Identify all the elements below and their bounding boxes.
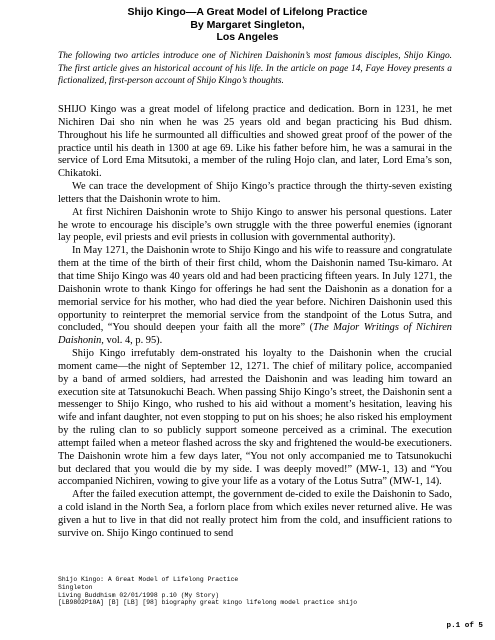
- body-paragraph-3: At first Nichiren Daishonin wrote to Shijo Kingo to answer his personal questions. Later he wrote to encourage his disciple’s own struggle with the three powerful enemies (ignorant lay people, evil priests and evil priests in collusion with governmental authority).: [58, 206, 452, 244]
- book-title-citation: The Major Writings of Nichiren Daishonin,: [58, 322, 452, 347]
- footer-line-1: Shijo Kingo: A Great Model of Lifelong Practice: [58, 576, 239, 583]
- footer-line-3: Living Buddhism 02/01/1998 p.10 (My Story): [58, 591, 220, 599]
- article-body: [58, 104, 452, 541]
- author-byline: By Margaret Singleton,: [190, 18, 305, 31]
- intro-paragraph: The following two articles introduce one of Nichiren Daishonin’s most famous disciples, Shijo Kingo. The first article gives an historical account of his life. In the article on page 14, Faye Hovey presents a fictionalized, first-person account of Shijo Kingo’s thoughts.: [58, 51, 452, 87]
- body-paragraph-4-text: In May 1271, the Daishonin wrote to Shijo Kingo and his wife to reassure and congratulate them at the time of the birth of their first child, whom the Daishonin named Tsu-kimaro. At that time Shijo Kingo was 40 years old and had been practicing fifteen years. In July 1271, the Daishonin wrote to thank Kingo for offerings he had sent the Daishonin as a donation for a memorial service for his mother, who had died the year before. Nichiren Daishonin used this opportunity to reinterpret the memorial service from the standpoint of the Lotus Sutra, and concluded, “You should deepen your faith all the more” (: [58, 245, 452, 334]
- footer-line-4: [LB9802P10A] [B] [LB] [98] biography great kingo lifelong model practice shijo: [58, 599, 358, 607]
- body-paragraph-5: Shijo Kingo irrefutably dem-onstrated his loyalty to the Daishonin when the crucial moment came—the night of September 12, 1271. The chief of military police, accompanied by a band of armed soldiers, had arrested the Daishonin and was leading him toward an execution site at Tatsunokuchi Beach. When passing Shijo Kingo’s street, the Daishonin sent a messenger to Shijo Kingo, who rushed to his aid without a moment’s hesitation, leaving his wife and infant daughter, not even stopping to put on his shoes; he also risked his employment by the ruling clan to so publicly support someone perceived as a criminal. The execution attempt failed when a meteor flashed across the sky and frightened the would-be executioners. The Daishonin wrote him a few days later, “You not only accompanied me to Tatsunokuchi but declared that you would die by my side. I was deeply moved!” (MW-1, 13) and “You accompanied Nichiren, vowing to give your life as a votary of the Lotus Sutra” (MW-1, 14).: [58, 348, 452, 488]
- article-title: Shijo Kingo—A Great Model of Lifelong Practice: [127, 6, 368, 18]
- body-paragraph-4-tail: vol. 4, p. 95).: [103, 335, 163, 347]
- citation-footer: [58, 576, 438, 607]
- body-paragraph-4: [58, 245, 452, 348]
- footer-line-2: Singleton: [58, 583, 93, 591]
- author-location: Los Angeles: [216, 31, 279, 44]
- article-header: [0, 6, 495, 44]
- body-paragraph-1: SHIJO Kingo was a great model of lifelong practice and dedication. Born in 1231, he met Nichiren Dai sho nin when he was 25 years old and began practicing his Bud dhism. Throughout his life he surmounted all difficulties and showed great proof of the power of the practice until his death in 1300 at age 69. Like his father before him, he was a samurai in the service of Lord Ema Mitsutoki, a member of the ruling Hojo clan, and later, Lord Ema’s son, Chikatoki.: [58, 104, 452, 180]
- body-paragraph-6: After the failed execution attempt, the government de-cided to exile the Daishonin to Sado, a cold island in the North Sea, a forlorn place from which exiles never returned alive. He was given a hut to live in that did not really protect him from the cold, and insufficient rations to survive on. Shijo Kingo continued to send: [58, 489, 452, 539]
- page-number: p.1 of 5: [446, 622, 483, 630]
- body-paragraph-2: We can trace the development of Shijo Kingo’s practice through the thirty-seven existing letters that the Daishonin wrote to him.: [58, 181, 452, 205]
